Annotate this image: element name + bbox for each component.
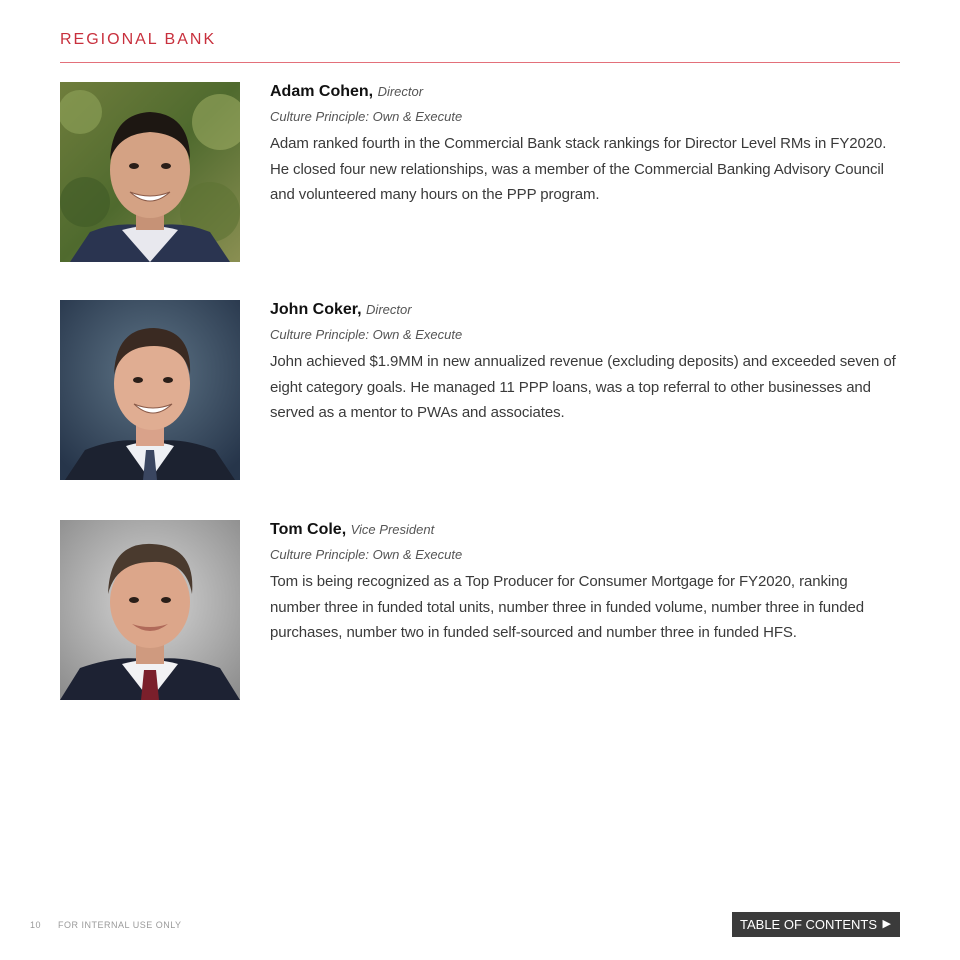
name-line bbox=[270, 82, 900, 102]
name-separator: , bbox=[341, 521, 347, 538]
play-arrow-icon: ▶ bbox=[882, 918, 891, 930]
profile-role: Director bbox=[377, 84, 424, 99]
name-line bbox=[270, 300, 900, 320]
name-separator: , bbox=[357, 301, 362, 318]
section-title: REGIONAL BANK bbox=[60, 31, 217, 48]
profile-role: Vice President bbox=[350, 522, 435, 537]
name-separator: , bbox=[368, 83, 374, 100]
profile-card bbox=[60, 520, 900, 702]
profile-role: Director bbox=[366, 302, 412, 317]
profile-name: John Coker bbox=[270, 301, 358, 318]
culture-principle: Culture Principle: Own & Execute bbox=[270, 547, 463, 562]
profile-card bbox=[60, 300, 900, 482]
profile-photo bbox=[60, 82, 240, 262]
toc-label: TABLE OF CONTENTS bbox=[740, 917, 877, 932]
profile-bio: Tom is being recognized as a Top Producer for Consumer Mortgage for FY2020, ranking number three in funded total units, number three in funded volume, number three in funded purchases, number two in funded self-sourced and number three in funded HFS. bbox=[270, 573, 864, 641]
culture-principle: Culture Principle: Own & Execute bbox=[270, 327, 463, 342]
culture-principle: Culture Principle: Own & Execute bbox=[270, 109, 463, 124]
section-header bbox=[60, 28, 900, 63]
internal-use-notice: FOR INTERNAL USE ONLY bbox=[58, 920, 182, 930]
profile-text bbox=[270, 300, 900, 426]
table-of-contents-button[interactable] bbox=[732, 912, 900, 937]
profile-name: Adam Cohen bbox=[270, 83, 369, 100]
profile-bio: Adam ranked fourth in the Commercial Bank stack rankings for Director Level RMs in FY2020. He closed four new relationships, was a member of the Commercial Banking Advisory Council and volunteered many hours on the PPP program. bbox=[270, 135, 887, 203]
profile-photo bbox=[60, 520, 240, 700]
page-number: 10 bbox=[30, 920, 42, 930]
name-line bbox=[270, 520, 900, 540]
footer-left bbox=[30, 920, 182, 930]
profile-bio: John achieved $1.9MM in new annualized revenue (excluding deposits) and exceeded seven of eight category goals. He managed 11 PPP loans, was a top referral to other businesses and served as a mentor to PWAs and associates. bbox=[270, 353, 896, 421]
profile-text bbox=[270, 82, 900, 208]
profile-text bbox=[270, 520, 900, 646]
profile-photo bbox=[60, 300, 240, 480]
profile-name: Tom Cole bbox=[270, 521, 342, 538]
profile-card bbox=[60, 82, 900, 264]
